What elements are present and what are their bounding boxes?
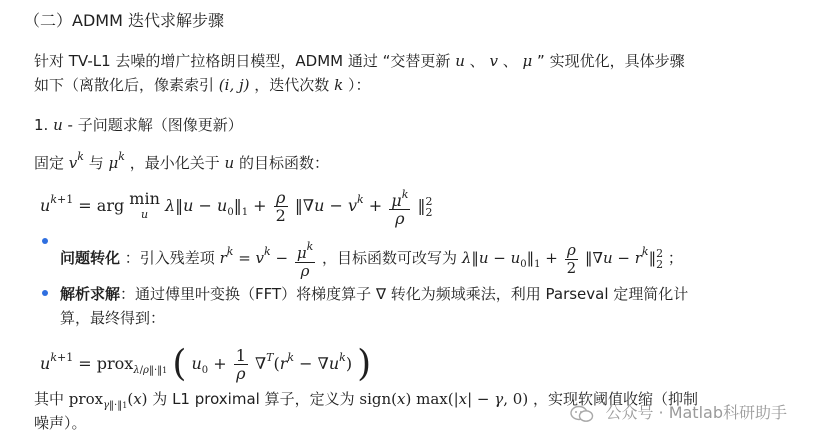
var-k: k: [334, 76, 344, 94]
equation-prox: $u^{k+1}$ = prox$_{\lambda/\rho‖\cdot‖1}$ ( $u_0$ + $\frac{1}{\rho}$ $\nabla^T(r^k - \nabla u^k)$ ): [40, 343, 372, 385]
intro-text: 如下（离散化后，像素索引: [34, 76, 215, 94]
intro-line-1: [34, 50, 685, 72]
watermark-text: 公众号 · Matlab科研助手: [605, 403, 787, 422]
math-vk: $v^k$: [68, 150, 84, 172]
section-title: （二）ADMM 迭代求解步骤: [24, 11, 224, 30]
var-u: u: [224, 154, 235, 172]
bullet-label: 问题转化: [60, 249, 121, 267]
math-prox-gamma: prox$_{\gamma‖\cdot‖1}$(x): [68, 390, 148, 411]
equation-u-update: $u^{k+1}$ = arg min u λ‖u − $u_0‖_1$ + $\frac{\rho}{2}$ ‖∇u − $v^k$ + $\frac{\mu^k}{\rho}$ ‖2 2: [40, 188, 433, 228]
watermark: [570, 400, 787, 423]
intro-line-2: [34, 74, 370, 96]
math-objective: λ‖u − $u_0‖_1$ + $\frac{\rho}{2}$ ‖∇u − $r^k‖2$ 2: [461, 240, 664, 277]
math-muk: $\mu^k$: [108, 150, 125, 172]
bullet-dot: [42, 290, 48, 296]
bullet-problem-transform: [60, 232, 683, 285]
separator: 、: [469, 52, 485, 70]
step-number: 1.: [34, 116, 49, 134]
var-u: u: [53, 116, 63, 134]
intro-text: ” 实现优化，具体步骤: [537, 52, 685, 70]
step-heading-text: - 子问题求解（图像更新）: [67, 116, 243, 134]
intro-text: ，迭代次数: [254, 76, 330, 94]
bullet-analytic-solution: [60, 283, 688, 305]
bullet-analytic-solution-cont: 算，最终得到：: [60, 309, 166, 327]
pixel-index: (i, j): [218, 76, 250, 94]
text: ：引入残差项: [124, 249, 215, 267]
separator: 、: [502, 52, 518, 70]
step1-fix-line: [34, 146, 329, 174]
math-residual: $r^k = v^k$ − $\frac{\mu^k}{\rho}$: [219, 240, 314, 280]
math-soft-threshold: sign(x) max(|x| − γ, 0): [359, 390, 529, 408]
var-mu: μ: [522, 52, 533, 70]
var-u: u: [455, 52, 465, 70]
bullet-dot: [42, 238, 48, 244]
text: 其中: [34, 390, 65, 408]
intro-text: 针对 TV-L1 去噪的增广拉格朗日模型，ADMM 通过 “交替更新: [34, 52, 451, 70]
text: 与: [88, 154, 104, 172]
text: 的目标函数：: [238, 154, 329, 172]
text: ；: [667, 249, 683, 267]
var-v: v: [489, 52, 498, 70]
text: ，最小化关于: [129, 154, 220, 172]
text: ：通过傅里叶变换（FFT）将梯度算子 ∇ 转化为频域乘法，利用 Parseval 定理简化计: [120, 285, 689, 303]
bullet-label: 解析求解: [60, 285, 121, 303]
text: 固定: [34, 154, 65, 172]
text: 为 L1 proximal 算子，定义为: [152, 390, 355, 408]
text: ，实现软阈值收缩（抑制: [532, 390, 698, 408]
footer-line-2: 噪声）。: [34, 414, 87, 432]
step1-heading: [34, 114, 243, 136]
text: ，目标函数可改写为: [322, 249, 458, 267]
wechat-icon: [570, 405, 594, 423]
intro-text: ）：: [347, 76, 371, 94]
